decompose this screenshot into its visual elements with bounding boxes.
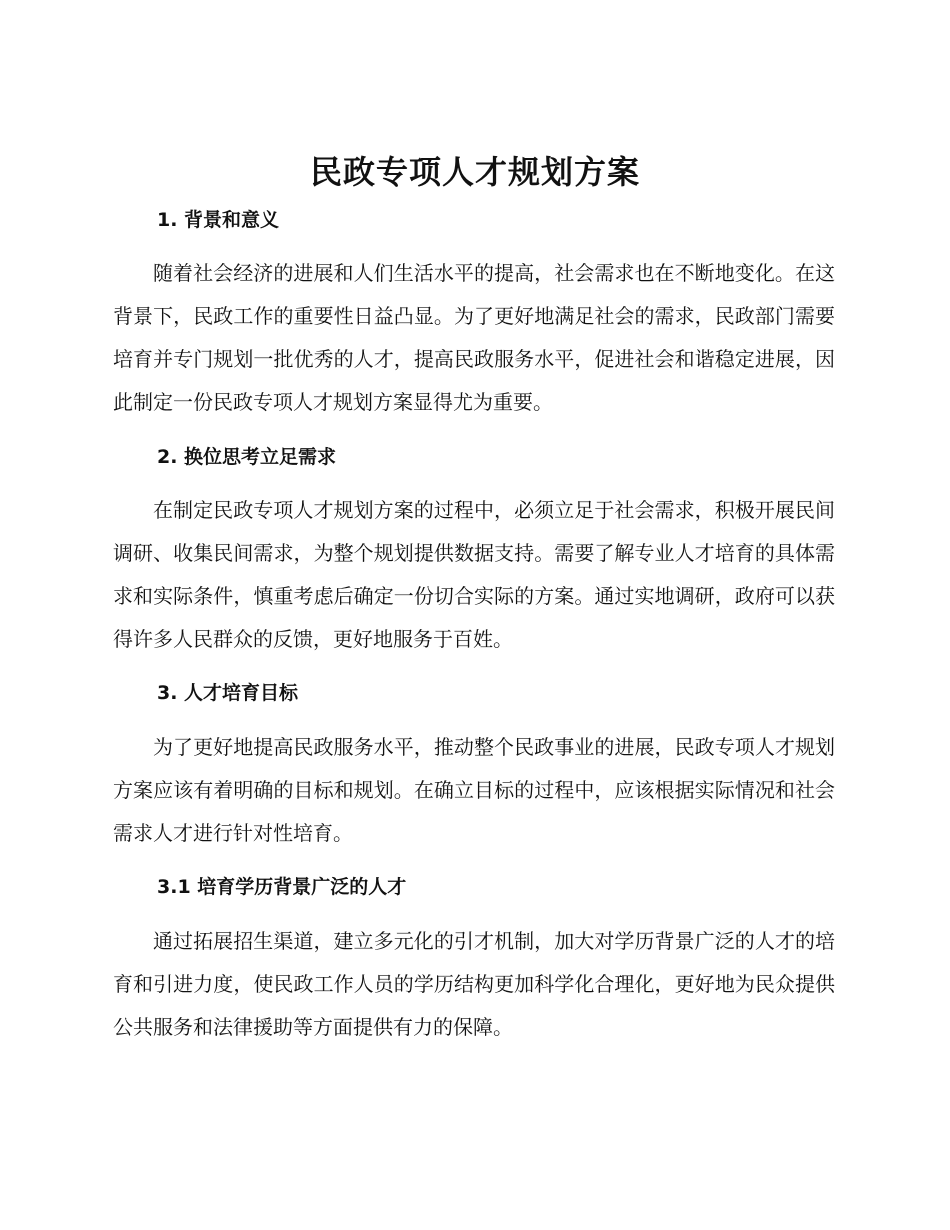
section-heading-background: 1. 背景和意义 bbox=[157, 209, 280, 231]
section-heading-needs: 2. 换位思考立足需求 bbox=[157, 446, 337, 468]
document-title: 民政专项人才规划方案 bbox=[309, 153, 640, 191]
section-heading-goals: 3. 人才培育目标 bbox=[157, 682, 299, 704]
section-paragraph-goals: 为了更好地提高民政服务水平，推动整个民政事业的进展，民政专项人才规划方案应该有着明确的目标和规划。在确立目标的过程中，应该根据实际情况和社会需求人才进行针对性培育。 bbox=[113, 735, 835, 845]
section-paragraph-education: 通过拓展招生渠道，建立多元化的引才机制，加大对学历背景广泛的人才的培育和引进力度，使民政工作人员的学历结构更加科学化合理化，更好地为民众提供公共服务和法律援助等方面提供有力的保障。 bbox=[113, 929, 835, 1039]
section-paragraph-background: 随着社会经济的进展和人们生活水平的提高，社会需求也在不断地变化。在这背景下，民政工作的重要性日益凸显。为了更好地满足社会的需求，民政部门需要培育并专门规划一批优秀的人才，提高民政服务水平，促进社会和谐稳定进展，因此制定一份民政专项人才规划方案显得尤为重要。 bbox=[113, 261, 835, 414]
section-paragraph-needs: 在制定民政专项人才规划方案的过程中，必须立足于社会需求，积极开展民间调研、收集民间需求，为整个规划提供数据支持。需要了解专业人才培育的具体需求和实际条件，慎重考虑后确定一份切合实际的方案。通过实地调研，政府可以获得许多人民群众的反馈，更好地服务于百姓。 bbox=[113, 498, 835, 651]
section-heading-education: 3.1 培育学历背景广泛的人才 bbox=[157, 876, 407, 898]
